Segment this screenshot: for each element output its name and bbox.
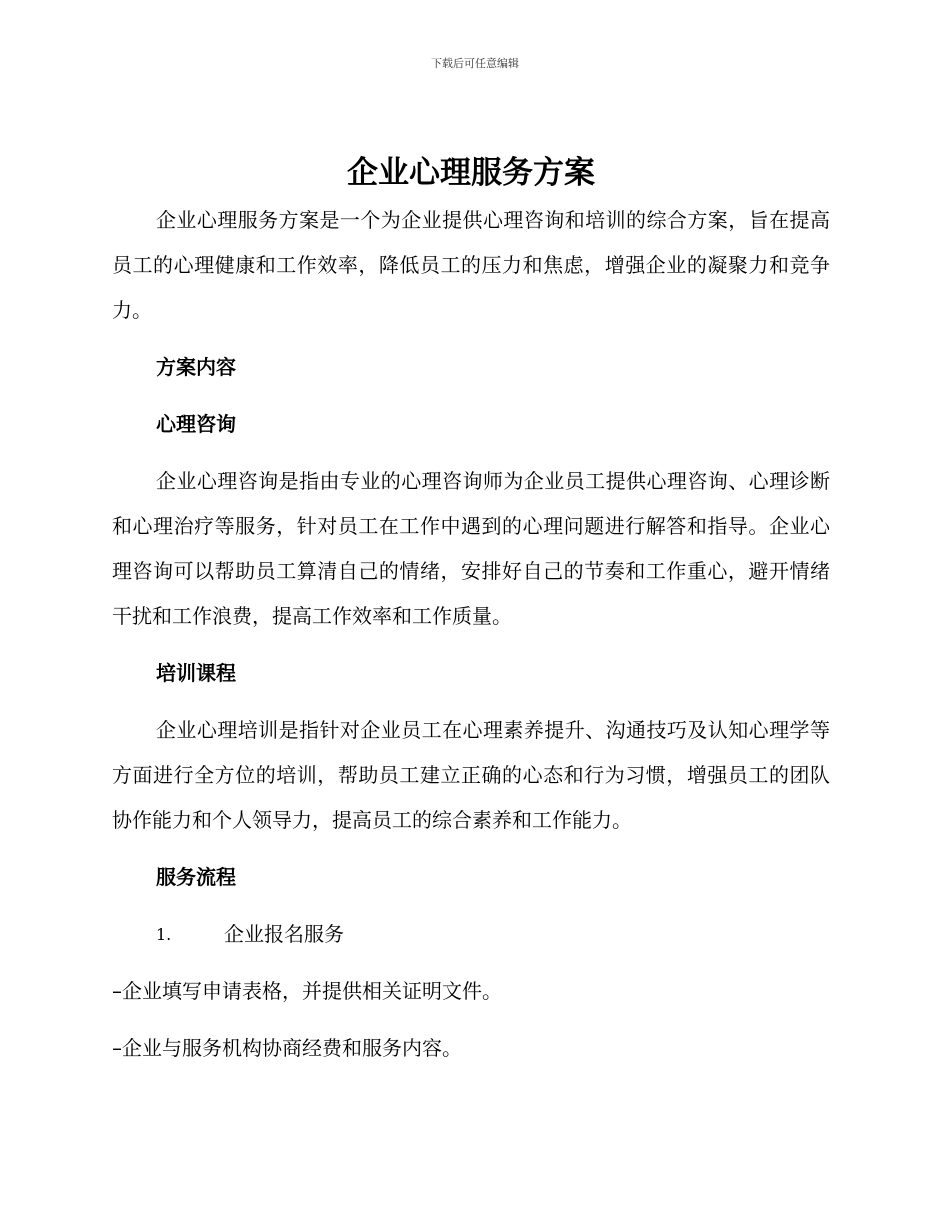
process-step-detail: –企业与服务机构协商经费和服务内容。 (112, 1036, 462, 1060)
process-step-1 (112, 912, 830, 957)
document-title: 企业心理服务方案 (347, 155, 595, 191)
intro-paragraph: 企业心理服务方案是一个为企业提供心理咨询和培训的综合方案，旨在提高员工的心理健康和工作效率，降低员工的压力和焦虑，增强企业的凝聚力和竞争力。 (112, 208, 830, 322)
process-step-label: 企业报名服务 (224, 922, 344, 946)
section-heading-training: 培训课程 (156, 661, 236, 685)
training-paragraph: 企业心理培训是指针对企业员工在心理素养提升、沟通技巧及认知心理学等方面进行全方位的培训，帮助员工建立正确的心态和行为习惯，增强员工的团队协作能力和个人领导力，提高员工的综合素养和工作能力。 (112, 718, 830, 832)
process-step-number: 1. (156, 925, 172, 944)
document-body (112, 150, 830, 1071)
section-heading-plan-content: 方案内容 (156, 355, 236, 379)
header-note: 下载后可任意编辑 (431, 57, 519, 70)
process-step-detail: –企业填写申请表格，并提供相关证明文件。 (112, 979, 502, 1003)
counseling-paragraph: 企业心理咨询是指由专业的心理咨询师为企业员工提供心理咨询、心理诊断和心理治疗等服务，针对员工在工作中遇到的心理问题进行解答和指导。企业心理咨询可以帮助员工算清自己的情绪，安排好自己的节奏和工作重心，避开情绪干扰和工作浪费，提高工作效率和工作质量。 (112, 469, 830, 628)
section-heading-process: 服务流程 (156, 865, 236, 889)
section-heading-counseling: 心理咨询 (156, 412, 236, 436)
